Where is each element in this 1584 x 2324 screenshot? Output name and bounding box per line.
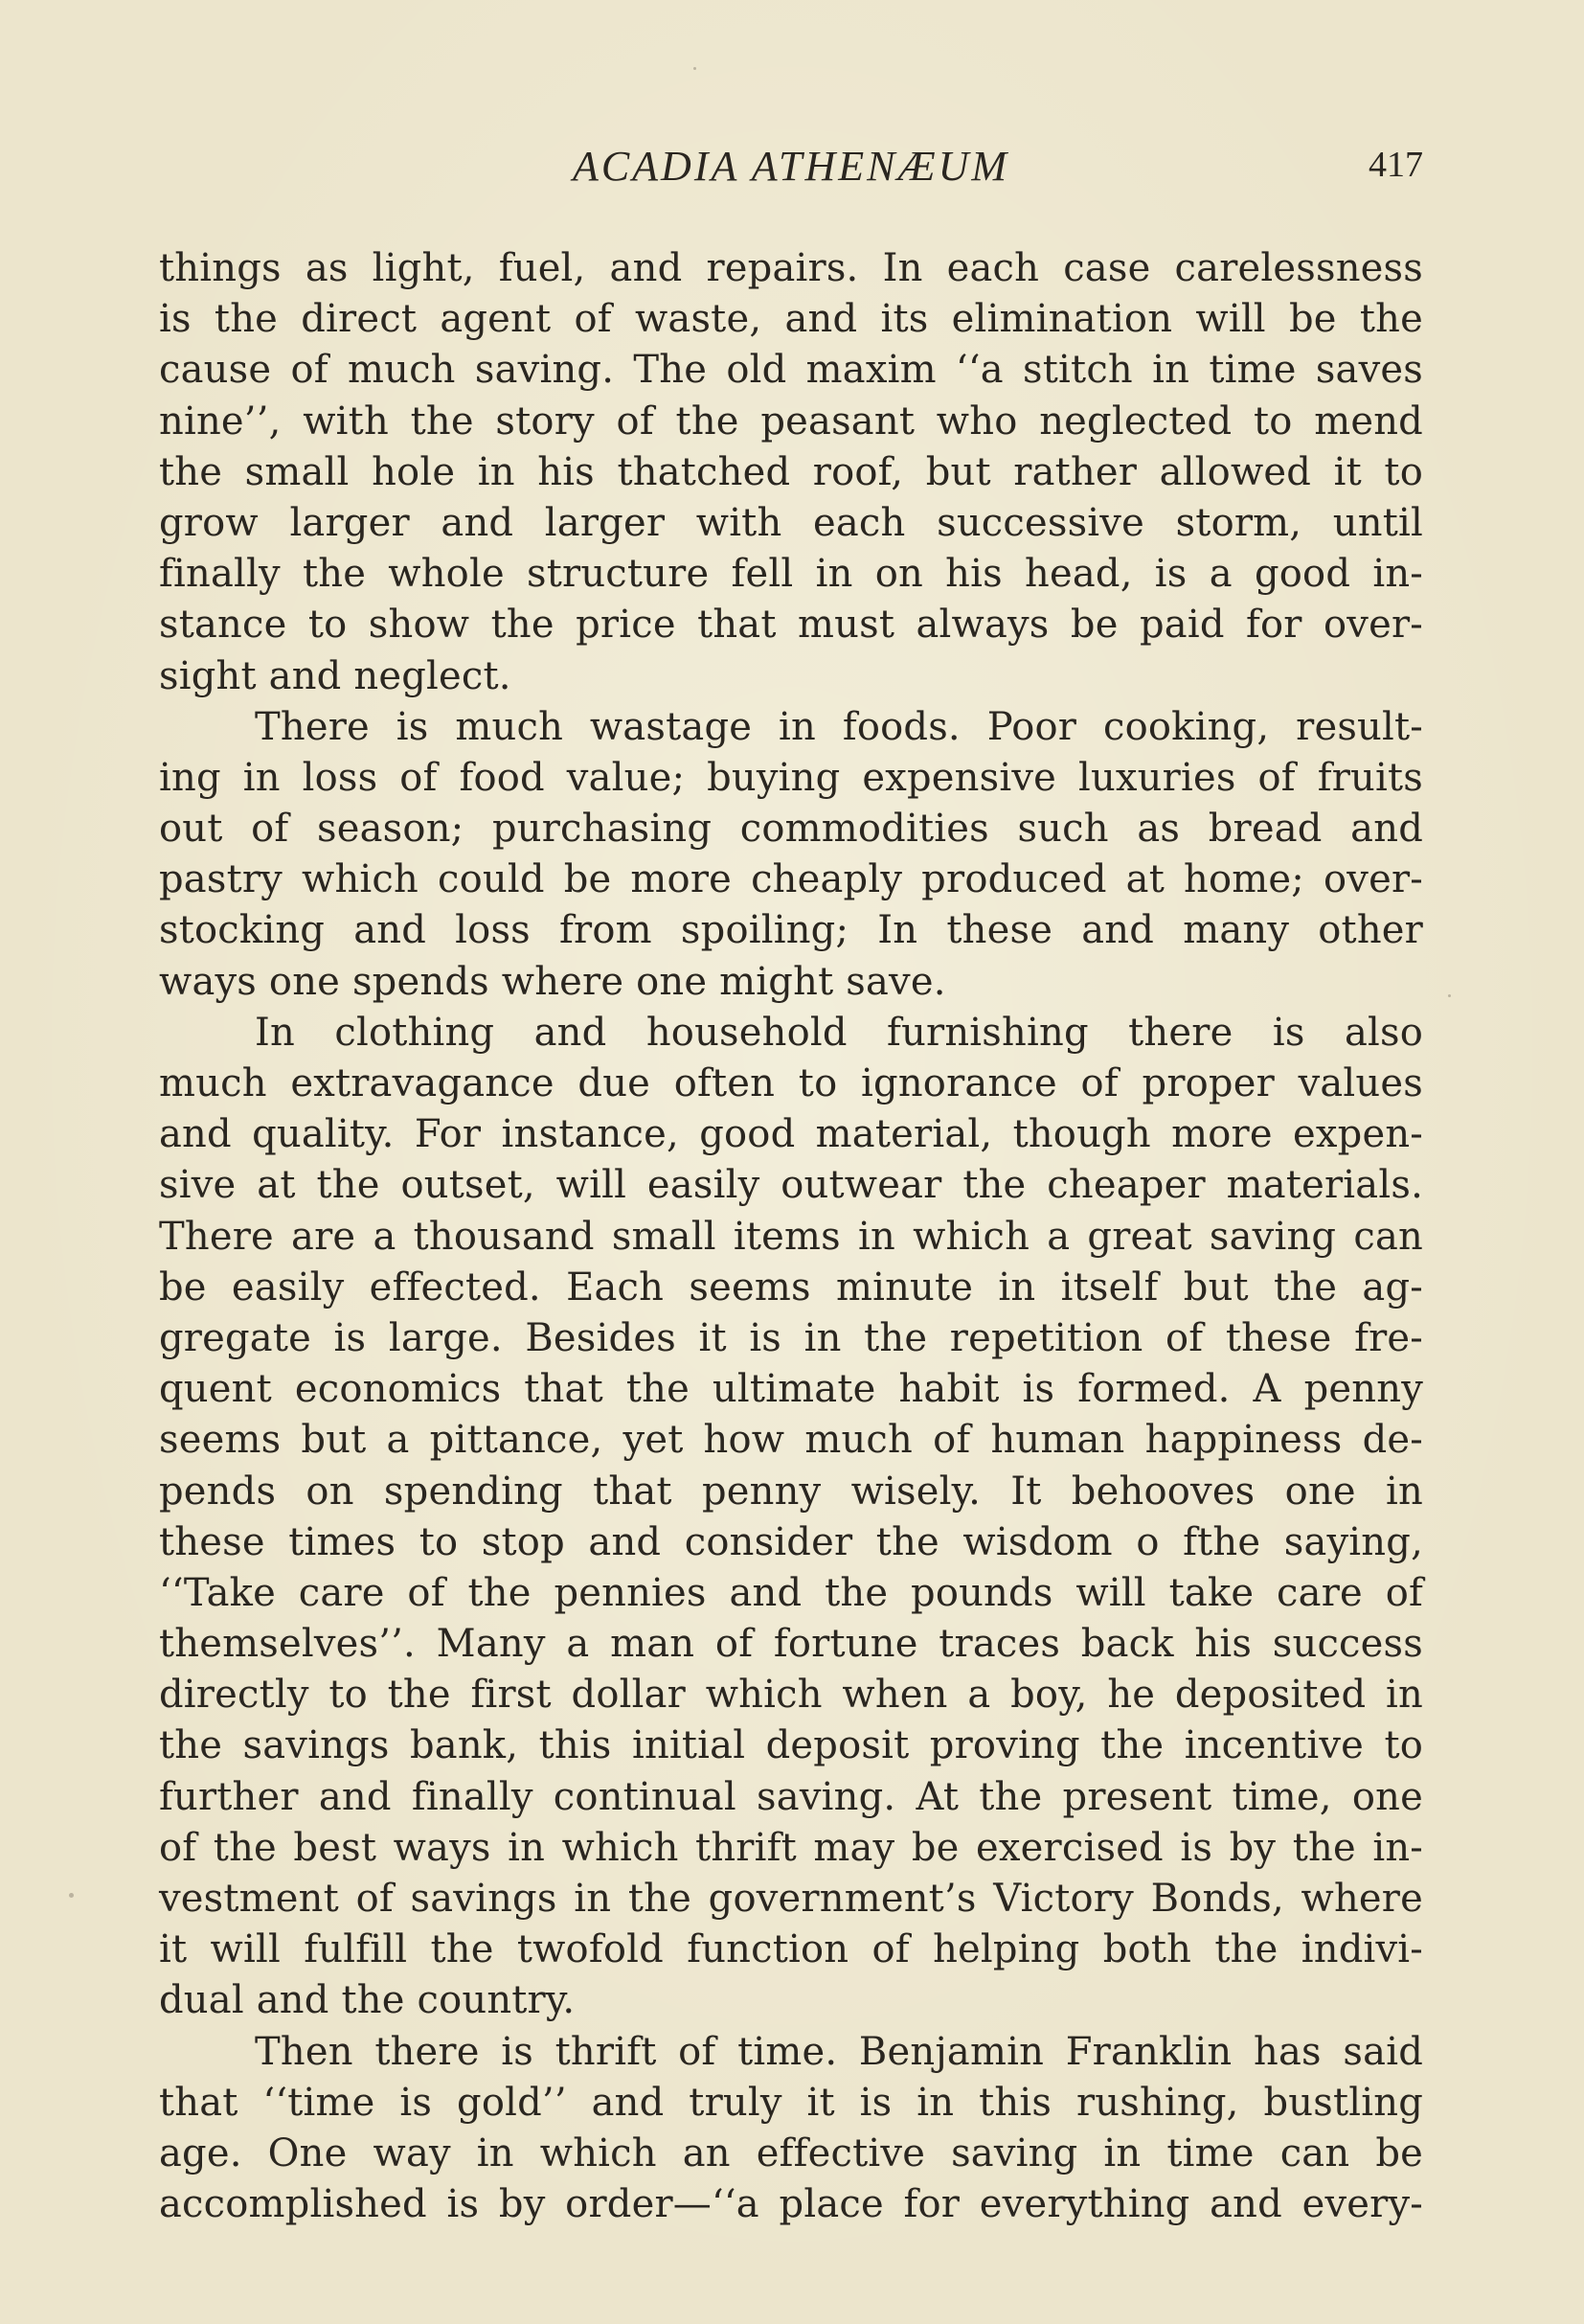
text-line: gregate is large. Besides it is in the repetition of these fre- — [159, 1315, 1423, 1360]
text-line: ing in loss of food value; buying expensive luxuries of fruits — [159, 755, 1423, 800]
text-line: quent economics that the ultimate habit is formed. A penny — [159, 1367, 1423, 1412]
text-line: finally the whole structure fell in on his head, is a good in- — [159, 552, 1423, 597]
text-line: There are a thousand small items in which a great saving can — [159, 1214, 1423, 1259]
text-line: cause of much saving. The old maxim ‘‘a stitch in time saves — [159, 348, 1423, 393]
text-line: that ‘‘time is gold’’ and truly it is in this rushing, bustling — [159, 2080, 1423, 2125]
text-line: pends on spending that penny wisely. It behooves one in — [159, 1469, 1423, 1514]
text-line: out of season; purchasing commodities such as bread and — [159, 807, 1423, 852]
paper-speck — [1448, 994, 1451, 997]
text-line: dual and the country. — [159, 1978, 576, 2023]
text-line: pastry which could be more cheaply produced at home; over- — [159, 857, 1423, 902]
text-line: the savings bank, this initial deposit proving the incentive to — [159, 1723, 1423, 1768]
text-line: In clothing and household furnishing there is also — [255, 1010, 1423, 1055]
text-line: seems but a pittance, yet how much of human happiness de- — [159, 1418, 1423, 1463]
text-line: There is much wastage in foods. Poor cooking, result- — [255, 704, 1423, 749]
text-line: is the direct agent of waste, and its elimination will be the — [159, 297, 1423, 342]
text-line: ‘‘Take care of the pennies and the pounds will take care of — [159, 1570, 1423, 1615]
paper-speck — [693, 67, 696, 70]
text-line: grow larger and larger with each successive storm, until — [159, 500, 1423, 545]
text-line: age. One way in which an effective saving in time can be — [159, 2130, 1423, 2176]
text-line: sive at the outset, will easily outwear the cheaper materials. — [159, 1163, 1423, 1208]
body-text — [159, 243, 1423, 2230]
text-line: ways one spends where one might save. — [159, 959, 946, 1004]
page-header — [159, 142, 1423, 199]
text-line: vestment of savings in the government’s Victory Bonds, where — [159, 1877, 1423, 1921]
text-line: nine’’, with the story of the peasant who neglected to mend — [159, 399, 1423, 444]
text-line: further and finally continual saving. At the present time, one — [159, 1774, 1423, 1819]
text-line: much extravagance due often to ignorance of proper values — [159, 1061, 1423, 1105]
text-line: Then there is thrift of time. Benjamin Franklin has said — [255, 2029, 1423, 2074]
page-number: 417 — [1369, 145, 1423, 185]
text-line: these times to stop and consider the wisdom o fthe saying, — [159, 1519, 1423, 1564]
text-line: the small hole in his thatched roof, but rather allowed it to — [159, 449, 1423, 494]
text-line: it will fulfill the twofold function of helping both the indivi- — [159, 1927, 1423, 1972]
text-line: sight and neglect. — [159, 653, 511, 698]
text-line: stocking and loss from spoiling; In these and many other — [159, 908, 1423, 953]
text-line: themselves’’. Many a man of fortune traces back his success — [159, 1622, 1423, 1667]
paper-speck — [69, 1893, 74, 1898]
text-line: things as light, fuel, and repairs. In each case carelessness — [159, 246, 1423, 290]
text-line: be easily effected. Each seems minute in itself but the ag- — [159, 1265, 1423, 1310]
running-title: ACADIA ATHENÆUM — [572, 143, 1010, 190]
text-line: and quality. For instance, good material, though more expen- — [159, 1112, 1423, 1157]
text-line: directly to the first dollar which when a boy, he deposited in — [159, 1673, 1423, 1718]
text-line: accomplished is by order—‘‘a place for everything and every- — [159, 2182, 1423, 2227]
text-line: of the best ways in which thrift may be exercised is by the in- — [159, 1825, 1423, 1870]
text-line: stance to show the price that must always be paid for over- — [159, 603, 1423, 648]
